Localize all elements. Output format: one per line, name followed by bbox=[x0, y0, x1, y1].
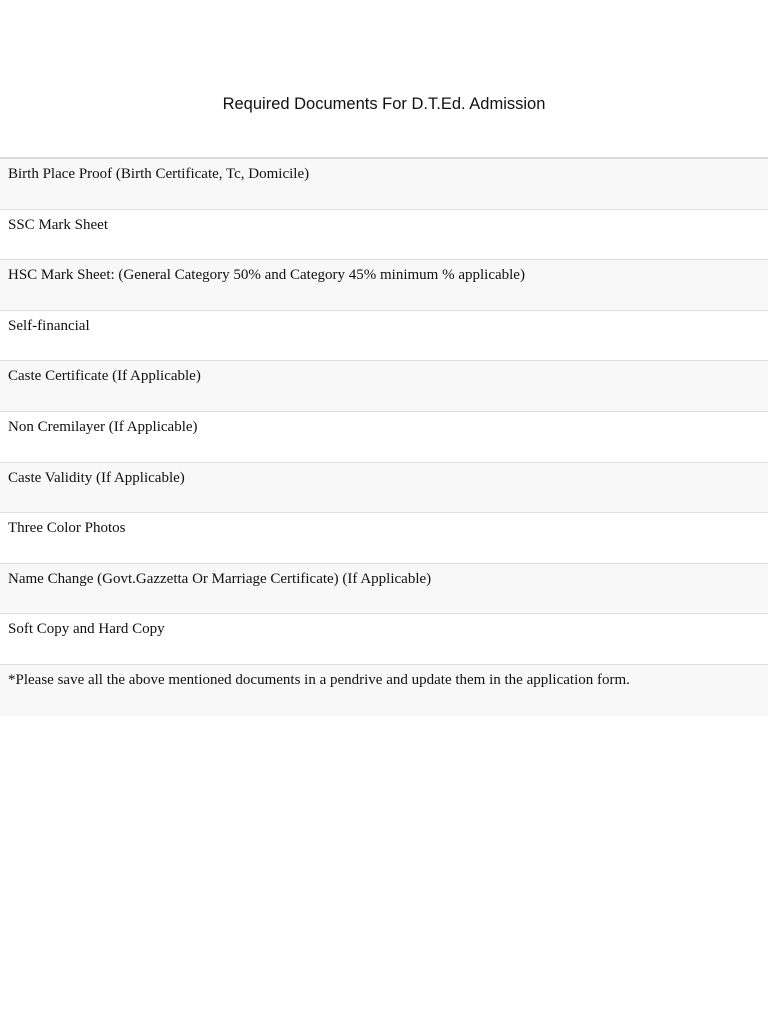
table-row bbox=[0, 159, 768, 210]
note-text: *Please save all the above mentioned documents in a pendrive and update them in the application form. bbox=[8, 671, 630, 688]
document-item-label: SSC Mark Sheet bbox=[8, 216, 109, 233]
table-row bbox=[0, 564, 768, 615]
document-item-label: Soft Copy and Hard Copy bbox=[8, 621, 165, 638]
document-item-label: Caste Validity (If Applicable) bbox=[8, 469, 185, 486]
document-item-label: Caste Certificate (If Applicable) bbox=[8, 368, 201, 385]
table-row bbox=[0, 361, 768, 412]
table-row bbox=[0, 412, 768, 463]
document-item-label: Self-financial bbox=[8, 317, 90, 334]
document-item-label: HSC Mark Sheet: (General Category 50% and Category 45% minimum % applicable) bbox=[8, 267, 525, 284]
documents-table bbox=[0, 157, 768, 716]
document-item-label: Three Color Photos bbox=[8, 520, 126, 537]
document-item-label: Birth Place Proof (Birth Certificate, Tc, Domicile) bbox=[8, 166, 310, 182]
table-row bbox=[0, 260, 768, 311]
table-row bbox=[0, 311, 768, 362]
document-item-label: Name Change (Govt.Gazzetta Or Marriage Certificate) (If Applicable) bbox=[8, 570, 432, 587]
table-row bbox=[0, 210, 768, 261]
table-row bbox=[0, 614, 768, 665]
table-row bbox=[0, 463, 768, 514]
document-item-label: Non Cremilayer (If Applicable) bbox=[8, 418, 198, 435]
note-row bbox=[0, 665, 768, 716]
table-row bbox=[0, 513, 768, 564]
document-title: Required Documents For D.T.Ed. Admission bbox=[222, 95, 546, 113]
